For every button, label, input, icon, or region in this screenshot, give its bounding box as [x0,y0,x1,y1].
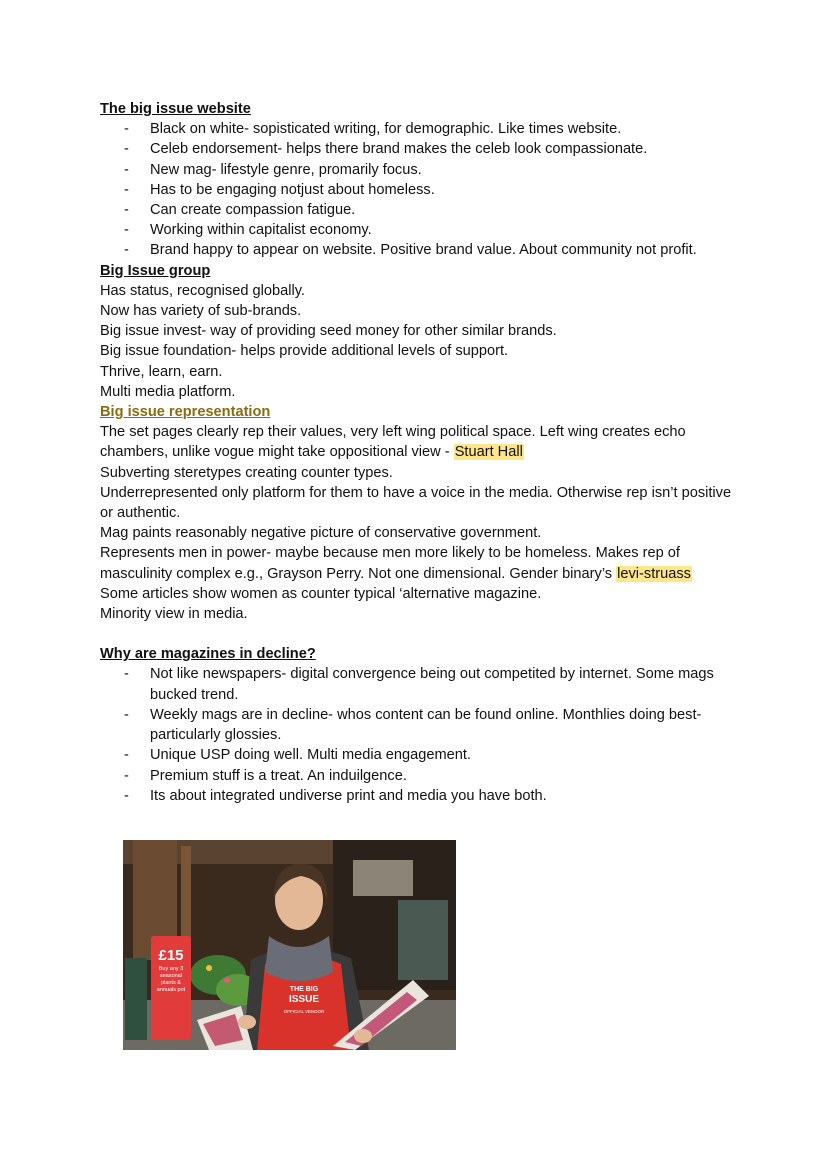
group-line: Big issue foundation- helps provide additional levels of support. [100,343,509,360]
list-item: - Black on white- sopisticated writing, for demographic. Like times website. [100,119,740,139]
representation-paragraph: Subverting steretypes creating counter types. [100,464,393,481]
green-bin [125,958,147,1040]
representation-paragraph: Underrepresented only platform for them to have a voice in the media. Otherwise rep isn’t positive or authentic. [100,484,732,522]
list-item: - Can create compassion fatigue. [100,200,740,220]
paragraph-text: Represents men in power- maybe because men more likely to be homeless. Makes rep of masculinity complex e.g., Grayson Perry. Not one dimensional. Gender binary’s [100,545,680,582]
list-item: - Weekly mags are in decline- whos content can be found online. Monthlies doing best- particularly glossies. [100,705,740,745]
big-issue-vendor-photo [123,840,456,1050]
list-item: - Celeb endorsement- helps there brand makes the celeb look compassionate. [100,139,740,159]
spacer [100,624,740,644]
list-item: - Premium stuff is a treat. An induilgence. [100,766,740,786]
shop-display [398,900,448,980]
vendor-hand-left [238,1015,256,1029]
list-item: - Unique USP doing well. Multi media engagement. [100,745,740,765]
paragraph-text: The set pages clearly rep their values, very left wing political space. Left wing creates echo chambers, unlike vogue might take oppositional view - [100,424,686,461]
representation-paragraph: Minority view in media. [100,606,248,623]
representation-heading: Big issue representation [100,404,271,421]
representation-paragraph [100,422,740,462]
list-item: - Brand happy to appear on website. Positive brand value. About community not profit. [100,240,740,260]
vest-small-text: OFFICIAL VENDOR [283,1009,325,1014]
group-line: Has status, recognised globally. [100,282,305,299]
group-line: Multi media platform. [100,383,236,400]
decline-heading: Why are magazines in decline? [100,646,316,663]
document-body [100,99,740,806]
representation-paragraph: Mag paints reasonably negative picture of conservative government. [100,525,542,542]
group-line: Big issue invest- way of providing seed money for other similar brands. [100,323,557,340]
list-item: - Its about integrated undiverse print and media you have both. [100,786,740,806]
decline-list [100,664,740,805]
price-sign-text: £15 [158,947,184,964]
representation-paragraph [100,543,740,583]
list-item: - Not like newspapers- digital convergence being out competited by internet. Some mags bucked trend. [100,664,740,704]
flower [206,965,212,971]
vest-text-line1: THE BIG [289,986,319,993]
group-line: Thrive, learn, earn. [100,363,223,380]
group-heading: Big Issue group [100,262,211,279]
vendor-photo-illustration [123,840,456,1050]
list-item: - New mag- lifestyle genre, promarily focus. [100,160,740,180]
website-heading: The big issue website [100,101,251,117]
price-sign-small-text-wrap [154,966,188,1026]
flower [224,977,230,983]
highlight-levi-strauss: levi-struass [617,565,691,582]
list-item: - Has to be engaging notjust about homeless. [100,180,740,200]
website-list [100,119,740,260]
list-item: - Working within capitalist economy. [100,220,740,240]
shop-window [353,860,413,896]
vest-text-line2: ISSUE [288,994,320,1005]
vendor-hand-right [354,1029,372,1043]
representation-paragraph: Some articles show women as counter typical ‘alternative magazine. [100,585,542,602]
price-sign-small-text: Buy any 3 seasonal plants & annuals pot [156,966,186,993]
highlight-stuart-hall: Stuart Hall [454,444,523,461]
group-line: Now has variety of sub-brands. [100,303,302,320]
